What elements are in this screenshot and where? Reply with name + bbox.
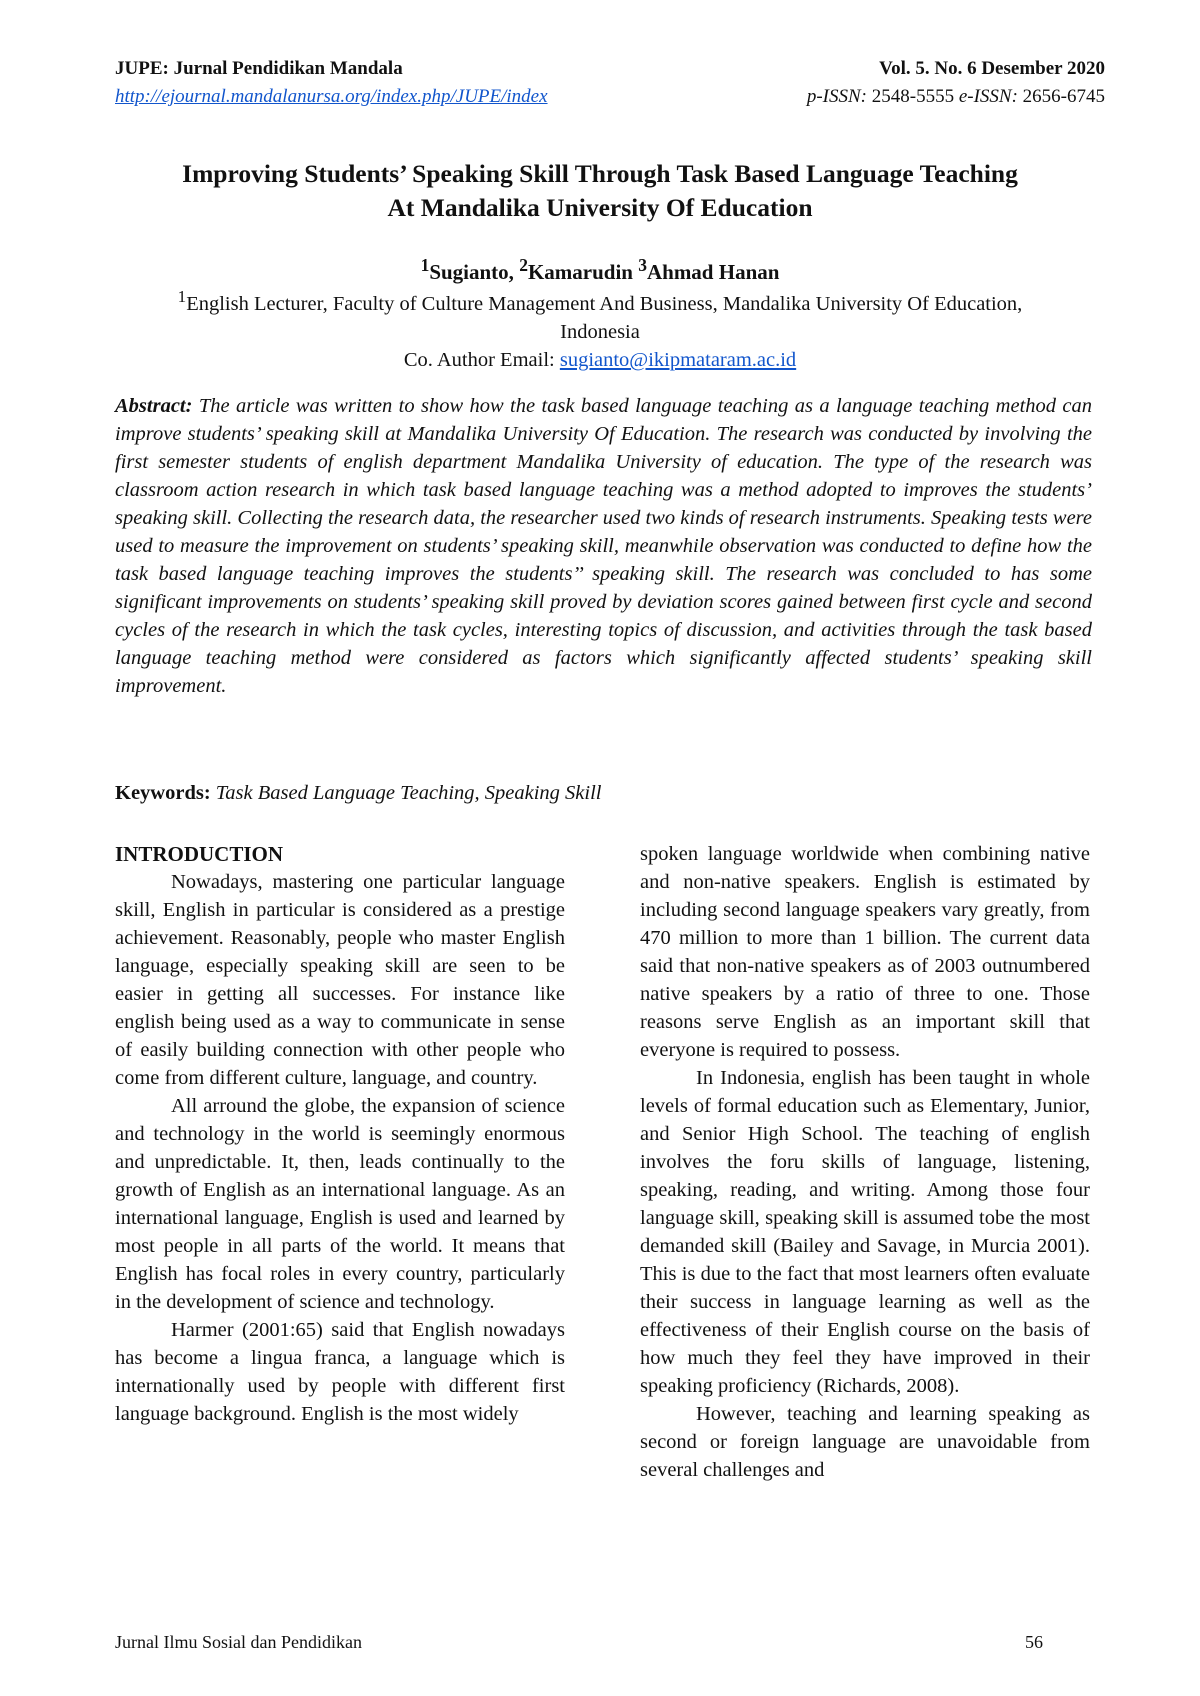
issn-info [807, 86, 1105, 108]
section-heading: INTRODUCTION [115, 842, 284, 866]
paragraph: In Indonesia, english has been taught in whole levels of formal education such as Elementary, Junior, and Senior High School. The teaching of english involves the foru skills of language, listening, speaking, reading, and writing. Among those four language skill, speaking skill is assumed tobe the most demanded skill (Bailey and Savage, in Murcia 2001). This is due to the fact that most learners often evaluate their success in language learning as well as the effectiveness of their English course on the basis of how much they feel they have improved in their speaking proficiency (Richards, 2008). [640, 1067, 1090, 1397]
paragraph: Nowadays, mastering one particular language skill, English in particular is considered as a prestige achievement. Reasonably, people who master English language, especially speaking skill are seen to be easier in getting all successes. For instance like english being used as a way to communicate in sense of easily building connection with other people who come from different culture, language, and country. [115, 871, 565, 1089]
affiliation-sup: 1 [177, 287, 187, 306]
left-column [115, 840, 565, 1428]
title-line-1: Improving Students’ Speaking Skill Through Task Based Language Teaching [182, 159, 1018, 188]
email-link[interactable]: sugianto@ikipmataram.ac.id [559, 348, 797, 371]
e-issn-label: e-ISSN: [958, 86, 1018, 107]
abstract-text: The article was written to show how the task based language teaching as a language teaching method can improve students’ speaking skill at Mandalika University Of Education. The research was conducted by involving the first semester students of english department Mandalika University of education. The type of the research was classroom action research in which task based language teaching was a method adopted to improves the students’ speaking skill. Collecting the research data, the researcher used two kinds of research instruments. Speaking tests were used to measure the improvement on students’ speaking skill, meanwhile observation was conducted to define how the task based language teaching improves the students’’ speaking skill. The research was concluded to has some significant improvements on students’ speaking skill proved by deviation scores gained between first cycle and second cycles of the research in which the task cycles, interesting topics of discussion, and activities through the task based language teaching method were considered as factors which significantly affected students’ speaking skill improvement. [115, 395, 1093, 697]
footer-journal: Jurnal Ilmu Sosial dan Pendidikan [115, 1632, 362, 1652]
keywords-label: Keywords: [115, 782, 211, 804]
affiliation-block [140, 283, 1060, 374]
author-name: Ahmad Hanan [646, 260, 780, 284]
keywords-text: Task Based Language Teaching, Speaking Skill [215, 782, 602, 804]
title-line-2: At Mandalika University Of Education [387, 193, 813, 222]
p-issn-label: p-ISSN: [806, 86, 867, 107]
author-sup: 2 [519, 255, 528, 275]
author-sup: 1 [420, 255, 430, 275]
page-number: 56 [1025, 1632, 1043, 1652]
volume-info: Vol. 5. No. 6 Desember 2020 [879, 58, 1105, 79]
email-label: Co. Author Email: [403, 348, 555, 371]
paragraph: However, teaching and learning speaking as second or foreign language are unavoidable from several challenges and [640, 1403, 1090, 1481]
author-sup: 3 [638, 255, 647, 275]
paper-title [100, 157, 1100, 225]
paragraph: spoken language worldwide when combining native and non-native speakers. English is estimated by including second language speakers vary greatly, from 470 million to more than 1 billion. The current data said that non-native speakers as of 2003 outnumbered native speakers by a ratio of three to one. Those reasons serve English as an important skill that everyone is required to possess. [640, 843, 1090, 1061]
affiliation: English Lecturer, Faculty of Culture Management And Business, Mandalika University Of Education, Indonesia [186, 292, 1023, 343]
abstract-label: Abstract: [115, 395, 193, 417]
paragraph: Harmer (2001:65) said that English nowadays has become a lingua franca, a language which is internationally used by people with different first language background. English is the most widely [115, 1319, 565, 1425]
keywords [115, 782, 601, 805]
author-name: Kamarudin [527, 260, 633, 284]
author-name: Sugianto, [429, 260, 514, 284]
right-column [640, 840, 1090, 1484]
p-issn: 2548-5555 [871, 86, 955, 107]
paragraph: All arround the globe, the expansion of science and technology in the world is seemingly enormous and unpredictable. It, then, leads continually to the growth of English as an international language. As an international language, English is used and learned by most people in all parts of the world. It means that English has focal roles in every country, particularly in the development of science and technology. [115, 1095, 565, 1313]
e-issn: 2656-6745 [1022, 86, 1105, 107]
journal-name: JUPE: Jurnal Pendidikan Mandala [115, 58, 403, 79]
abstract [115, 392, 1092, 700]
journal-url-link[interactable]: http://ejournal.mandalanursa.org/index.php/JUPE/index [115, 86, 548, 107]
authors [100, 255, 1100, 285]
